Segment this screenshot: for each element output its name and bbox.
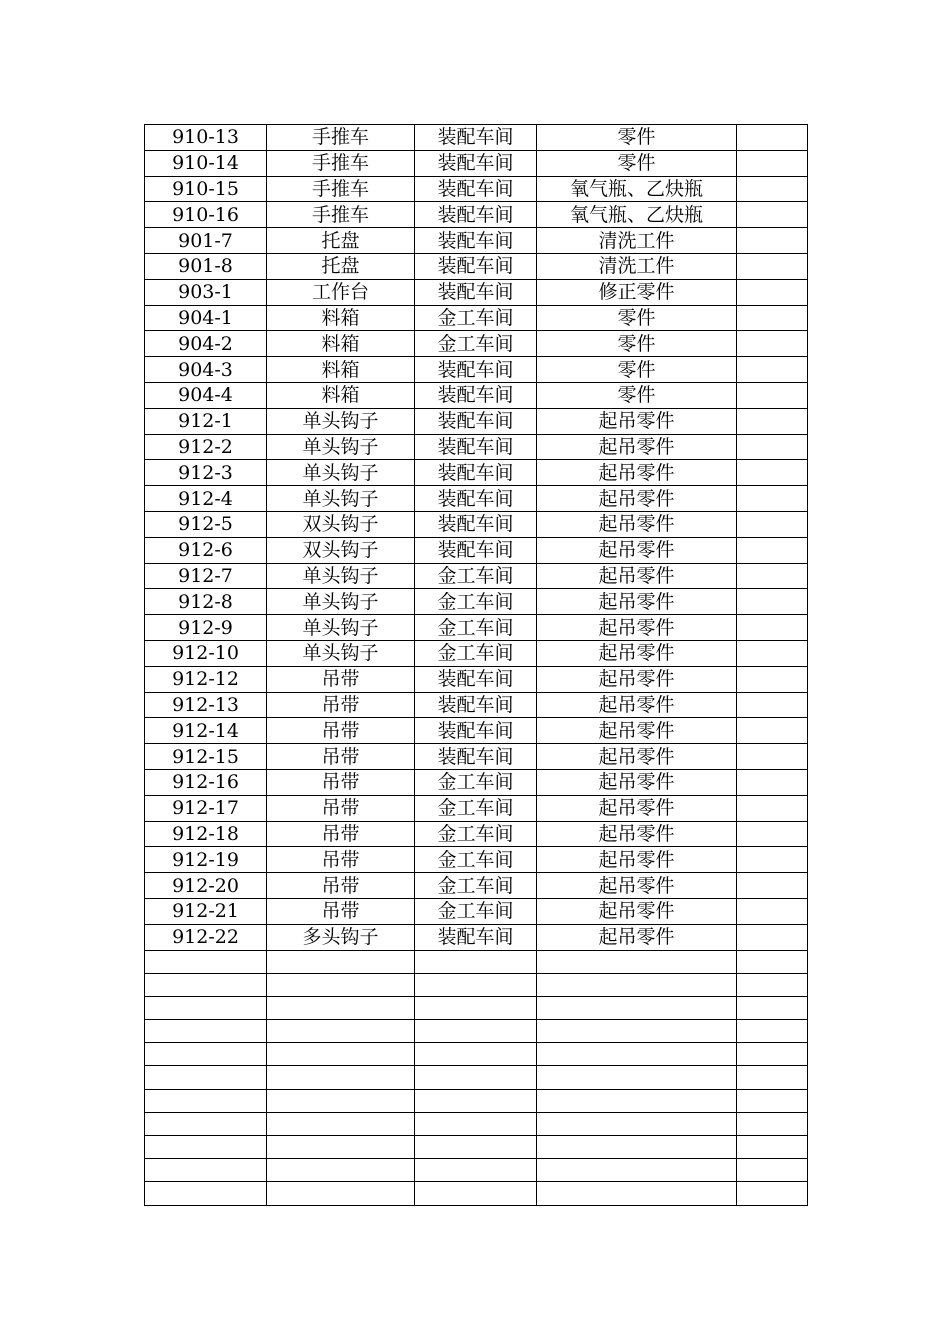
usage-cell: 零件: [537, 125, 737, 151]
item-name-cell: 料箱: [267, 305, 415, 331]
empty-cell: [737, 1112, 808, 1135]
usage-cell: 起吊零件: [537, 408, 737, 434]
remark-cell: [737, 176, 808, 202]
item-code-cell: 912-6: [145, 537, 267, 563]
item-code-cell: 904-3: [145, 357, 267, 383]
item-name-cell: 工作台: [267, 279, 415, 305]
item-name-cell: 多头钩子: [267, 924, 415, 950]
remark-cell: [737, 382, 808, 408]
remark-cell: [737, 692, 808, 718]
table-row: [145, 279, 808, 305]
table-row: [145, 331, 808, 357]
empty-cell: [415, 1159, 537, 1182]
item-code-cell: 904-1: [145, 305, 267, 331]
empty-table-row: [145, 950, 808, 973]
item-code-cell: 912-16: [145, 769, 267, 795]
table-row: [145, 769, 808, 795]
item-name-cell: 单头钩子: [267, 434, 415, 460]
item-name-cell: 吊带: [267, 873, 415, 899]
table-row: [145, 537, 808, 563]
item-name-cell: 吊带: [267, 821, 415, 847]
table-row: [145, 898, 808, 924]
empty-cell: [145, 1066, 267, 1089]
empty-cell: [415, 1136, 537, 1159]
empty-cell: [267, 1066, 415, 1089]
item-name-cell: 单头钩子: [267, 563, 415, 589]
item-code-cell: 912-8: [145, 589, 267, 615]
empty-cell: [737, 1066, 808, 1089]
usage-cell: 起吊零件: [537, 434, 737, 460]
empty-cell: [537, 1159, 737, 1182]
empty-table-row: [145, 996, 808, 1019]
remark-cell: [737, 150, 808, 176]
empty-cell: [537, 1020, 737, 1043]
empty-cell: [415, 973, 537, 996]
item-code-cell: 912-17: [145, 795, 267, 821]
item-code-cell: 910-14: [145, 150, 267, 176]
empty-cell: [737, 1136, 808, 1159]
item-name-cell: 托盘: [267, 228, 415, 254]
remark-cell: [737, 615, 808, 641]
workshop-cell: 金工车间: [415, 769, 537, 795]
workshop-cell: 装配车间: [415, 357, 537, 383]
table-row: [145, 202, 808, 228]
table-row: [145, 228, 808, 254]
item-code-cell: 912-15: [145, 744, 267, 770]
remark-cell: [737, 873, 808, 899]
usage-cell: 起吊零件: [537, 537, 737, 563]
empty-cell: [415, 950, 537, 973]
table-row: [145, 460, 808, 486]
item-code-cell: 912-21: [145, 898, 267, 924]
workshop-cell: 金工车间: [415, 795, 537, 821]
remark-cell: [737, 769, 808, 795]
empty-cell: [267, 1089, 415, 1112]
empty-cell: [145, 1020, 267, 1043]
empty-cell: [267, 1112, 415, 1135]
empty-cell: [267, 1136, 415, 1159]
table-row: [145, 692, 808, 718]
item-name-cell: 单头钩子: [267, 486, 415, 512]
empty-cell: [145, 1089, 267, 1112]
usage-cell: 起吊零件: [537, 486, 737, 512]
table-row: [145, 821, 808, 847]
empty-cell: [537, 996, 737, 1019]
empty-cell: [267, 996, 415, 1019]
usage-cell: 零件: [537, 382, 737, 408]
usage-cell: 起吊零件: [537, 898, 737, 924]
usage-cell: 起吊零件: [537, 589, 737, 615]
table-row: [145, 408, 808, 434]
workshop-cell: 装配车间: [415, 537, 537, 563]
item-code-cell: 901-8: [145, 253, 267, 279]
empty-table-row: [145, 1043, 808, 1066]
table-row: [145, 847, 808, 873]
usage-cell: 起吊零件: [537, 460, 737, 486]
table-row: [145, 589, 808, 615]
remark-cell: [737, 305, 808, 331]
usage-cell: 零件: [537, 305, 737, 331]
item-code-cell: 901-7: [145, 228, 267, 254]
item-name-cell: 手推车: [267, 125, 415, 151]
item-name-cell: 双头钩子: [267, 537, 415, 563]
usage-cell: 起吊零件: [537, 795, 737, 821]
workshop-cell: 装配车间: [415, 279, 537, 305]
item-code-cell: 912-20: [145, 873, 267, 899]
remark-cell: [737, 744, 808, 770]
remark-cell: [737, 408, 808, 434]
remark-cell: [737, 847, 808, 873]
usage-cell: 氧气瓶、乙炔瓶: [537, 176, 737, 202]
remark-cell: [737, 795, 808, 821]
empty-cell: [537, 1089, 737, 1112]
empty-cell: [145, 1159, 267, 1182]
workshop-cell: 装配车间: [415, 125, 537, 151]
empty-cell: [737, 1159, 808, 1182]
workshop-cell: 装配车间: [415, 666, 537, 692]
usage-cell: 零件: [537, 331, 737, 357]
item-code-cell: 910-15: [145, 176, 267, 202]
workshop-cell: 装配车间: [415, 176, 537, 202]
usage-cell: 氧气瓶、乙炔瓶: [537, 202, 737, 228]
table-row: [145, 615, 808, 641]
item-name-cell: 吊带: [267, 744, 415, 770]
empty-cell: [737, 1182, 808, 1205]
usage-cell: 起吊零件: [537, 563, 737, 589]
empty-cell: [737, 996, 808, 1019]
item-name-cell: 料箱: [267, 357, 415, 383]
empty-cell: [145, 996, 267, 1019]
remark-cell: [737, 666, 808, 692]
empty-table-row: [145, 1182, 808, 1205]
empty-cell: [267, 1159, 415, 1182]
table-row: [145, 511, 808, 537]
remark-cell: [737, 640, 808, 666]
table-row: [145, 563, 808, 589]
item-name-cell: 吊带: [267, 898, 415, 924]
item-code-cell: 912-22: [145, 924, 267, 950]
item-code-cell: 912-10: [145, 640, 267, 666]
remark-cell: [737, 511, 808, 537]
remark-cell: [737, 357, 808, 383]
workshop-cell: 装配车间: [415, 228, 537, 254]
table-row: [145, 795, 808, 821]
empty-cell: [537, 1182, 737, 1205]
table-row: [145, 305, 808, 331]
usage-cell: 起吊零件: [537, 615, 737, 641]
table-row: [145, 486, 808, 512]
empty-cell: [737, 1089, 808, 1112]
item-code-cell: 912-12: [145, 666, 267, 692]
item-name-cell: 吊带: [267, 718, 415, 744]
workshop-cell: 装配车间: [415, 253, 537, 279]
remark-cell: [737, 924, 808, 950]
empty-table-row: [145, 1136, 808, 1159]
workshop-cell: 装配车间: [415, 486, 537, 512]
remark-cell: [737, 821, 808, 847]
usage-cell: 起吊零件: [537, 640, 737, 666]
usage-cell: 清洗工件: [537, 253, 737, 279]
usage-cell: 零件: [537, 357, 737, 383]
workshop-cell: 装配车间: [415, 460, 537, 486]
empty-cell: [415, 996, 537, 1019]
table-row: [145, 150, 808, 176]
empty-table-row: [145, 973, 808, 996]
remark-cell: [737, 563, 808, 589]
empty-cell: [537, 950, 737, 973]
empty-cell: [145, 950, 267, 973]
workshop-cell: 金工车间: [415, 640, 537, 666]
workshop-cell: 装配车间: [415, 382, 537, 408]
empty-cell: [737, 1020, 808, 1043]
table-row: [145, 873, 808, 899]
item-name-cell: 料箱: [267, 382, 415, 408]
workshop-cell: 金工车间: [415, 821, 537, 847]
workshop-cell: 装配车间: [415, 692, 537, 718]
item-code-cell: 912-18: [145, 821, 267, 847]
empty-cell: [145, 1112, 267, 1135]
item-code-cell: 912-3: [145, 460, 267, 486]
remark-cell: [737, 718, 808, 744]
item-name-cell: 手推车: [267, 202, 415, 228]
empty-table-row: [145, 1159, 808, 1182]
usage-cell: 起吊零件: [537, 666, 737, 692]
empty-cell: [537, 1043, 737, 1066]
item-name-cell: 单头钩子: [267, 460, 415, 486]
item-code-cell: 912-1: [145, 408, 267, 434]
remark-cell: [737, 125, 808, 151]
item-name-cell: 吊带: [267, 847, 415, 873]
usage-cell: 起吊零件: [537, 718, 737, 744]
remark-cell: [737, 202, 808, 228]
item-code-cell: 912-19: [145, 847, 267, 873]
remark-cell: [737, 331, 808, 357]
empty-table-row: [145, 1020, 808, 1043]
item-code-cell: 912-5: [145, 511, 267, 537]
item-name-cell: 料箱: [267, 331, 415, 357]
table-row: [145, 434, 808, 460]
workshop-cell: 装配车间: [415, 924, 537, 950]
item-name-cell: 单头钩子: [267, 640, 415, 666]
item-code-cell: 904-2: [145, 331, 267, 357]
empty-cell: [267, 1043, 415, 1066]
empty-cell: [737, 973, 808, 996]
empty-cell: [415, 1089, 537, 1112]
empty-cell: [415, 1020, 537, 1043]
item-code-cell: 912-13: [145, 692, 267, 718]
table-row: [145, 253, 808, 279]
usage-cell: 起吊零件: [537, 821, 737, 847]
empty-cell: [145, 973, 267, 996]
usage-cell: 清洗工件: [537, 228, 737, 254]
table-row: [145, 357, 808, 383]
empty-cell: [267, 1182, 415, 1205]
item-name-cell: 吊带: [267, 769, 415, 795]
empty-cell: [537, 1136, 737, 1159]
item-name-cell: 吊带: [267, 692, 415, 718]
inventory-table: [144, 124, 808, 1206]
workshop-cell: 装配车间: [415, 150, 537, 176]
table-row: [145, 666, 808, 692]
usage-cell: 起吊零件: [537, 511, 737, 537]
workshop-cell: 装配车间: [415, 202, 537, 228]
workshop-cell: 装配车间: [415, 718, 537, 744]
table-row: [145, 924, 808, 950]
remark-cell: [737, 589, 808, 615]
usage-cell: 起吊零件: [537, 924, 737, 950]
remark-cell: [737, 486, 808, 512]
remark-cell: [737, 460, 808, 486]
remark-cell: [737, 434, 808, 460]
item-name-cell: 单头钩子: [267, 615, 415, 641]
item-code-cell: 912-14: [145, 718, 267, 744]
item-code-cell: 912-7: [145, 563, 267, 589]
workshop-cell: 装配车间: [415, 434, 537, 460]
workshop-cell: 装配车间: [415, 744, 537, 770]
workshop-cell: 金工车间: [415, 873, 537, 899]
empty-cell: [145, 1043, 267, 1066]
empty-cell: [267, 950, 415, 973]
empty-cell: [737, 1043, 808, 1066]
remark-cell: [737, 279, 808, 305]
usage-cell: 起吊零件: [537, 692, 737, 718]
workshop-cell: 金工车间: [415, 589, 537, 615]
empty-cell: [145, 1182, 267, 1205]
empty-cell: [415, 1182, 537, 1205]
empty-cell: [415, 1112, 537, 1135]
inventory-table-body: [145, 125, 808, 1206]
table-row: [145, 744, 808, 770]
empty-cell: [267, 973, 415, 996]
item-name-cell: 手推车: [267, 176, 415, 202]
item-name-cell: 吊带: [267, 795, 415, 821]
remark-cell: [737, 228, 808, 254]
workshop-cell: 金工车间: [415, 331, 537, 357]
item-code-cell: 903-1: [145, 279, 267, 305]
remark-cell: [737, 537, 808, 563]
empty-cell: [537, 973, 737, 996]
empty-table-row: [145, 1089, 808, 1112]
empty-cell: [415, 1066, 537, 1089]
workshop-cell: 金工车间: [415, 305, 537, 331]
workshop-cell: 装配车间: [415, 511, 537, 537]
item-code-cell: 912-2: [145, 434, 267, 460]
item-name-cell: 单头钩子: [267, 408, 415, 434]
table-row: [145, 382, 808, 408]
item-code-cell: 912-9: [145, 615, 267, 641]
item-name-cell: 手推车: [267, 150, 415, 176]
item-code-cell: 904-4: [145, 382, 267, 408]
empty-cell: [537, 1112, 737, 1135]
empty-cell: [537, 1066, 737, 1089]
usage-cell: 起吊零件: [537, 873, 737, 899]
remark-cell: [737, 253, 808, 279]
remark-cell: [737, 898, 808, 924]
table-row: [145, 718, 808, 744]
empty-cell: [415, 1043, 537, 1066]
workshop-cell: 金工车间: [415, 898, 537, 924]
item-name-cell: 托盘: [267, 253, 415, 279]
usage-cell: 起吊零件: [537, 847, 737, 873]
item-code-cell: 910-16: [145, 202, 267, 228]
workshop-cell: 金工车间: [415, 563, 537, 589]
empty-table-row: [145, 1112, 808, 1135]
item-name-cell: 双头钩子: [267, 511, 415, 537]
empty-cell: [737, 950, 808, 973]
workshop-cell: 金工车间: [415, 615, 537, 641]
table-row: [145, 125, 808, 151]
table-row: [145, 640, 808, 666]
usage-cell: 起吊零件: [537, 769, 737, 795]
item-code-cell: 912-4: [145, 486, 267, 512]
usage-cell: 零件: [537, 150, 737, 176]
usage-cell: 起吊零件: [537, 744, 737, 770]
empty-cell: [145, 1136, 267, 1159]
empty-cell: [267, 1020, 415, 1043]
item-name-cell: 吊带: [267, 666, 415, 692]
workshop-cell: 装配车间: [415, 408, 537, 434]
table-row: [145, 176, 808, 202]
usage-cell: 修正零件: [537, 279, 737, 305]
workshop-cell: 金工车间: [415, 847, 537, 873]
item-code-cell: 910-13: [145, 125, 267, 151]
item-name-cell: 单头钩子: [267, 589, 415, 615]
empty-table-row: [145, 1066, 808, 1089]
